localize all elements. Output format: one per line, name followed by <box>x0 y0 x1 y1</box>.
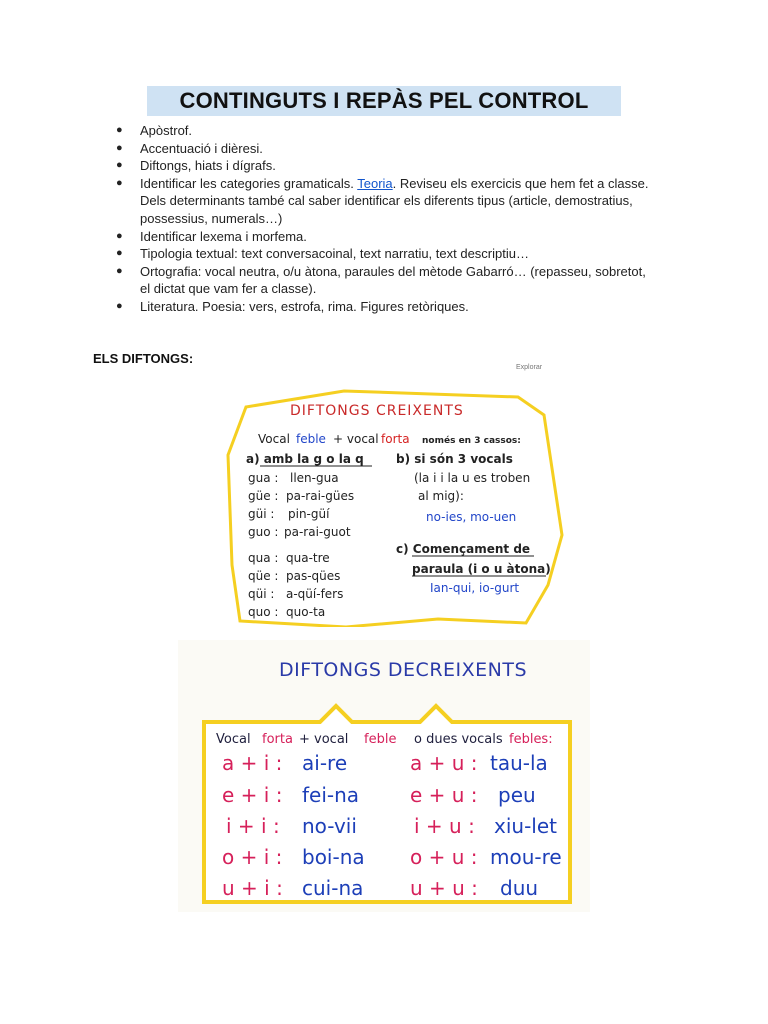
pair-left: e + i : <box>222 783 283 807</box>
diftongs-creixents-image <box>226 385 566 627</box>
bullet-icon: ● <box>116 299 123 312</box>
qua-word: qua-tre <box>286 551 330 565</box>
list-item-text: Accentuació i dièresi. <box>140 140 263 156</box>
list-item-text: . Reviseu els exercicis que hem fet a classe. Dels determinants també cal saber identificar els diferents tipus (article, demostratius, possessius, numerals…) <box>140 175 649 226</box>
que-word: pas-qües <box>286 569 341 583</box>
list-item-text: Ortografia: vocal neutra, o/u àtona, paraules del mètode Gabarró… (repasseu, sobretot, el dictat que vam fer a classe). <box>140 263 646 297</box>
list-item <box>114 157 654 175</box>
qua-key: qua : <box>248 551 279 565</box>
sub-tail: només en 3 cassos: <box>422 436 521 446</box>
list-item <box>114 263 654 298</box>
creixents-title: DIFTONGS CREIXENTS <box>290 403 464 419</box>
case-b-heading: b) si són 3 vocals <box>396 452 513 466</box>
pair-right: i + u : <box>414 814 475 838</box>
word-left: boi-na <box>302 845 365 869</box>
list-item-text: Diftongs, hiats i dígrafs. <box>140 158 276 174</box>
bullet-icon: ● <box>116 124 123 136</box>
explorar-label: Explorar <box>516 364 543 371</box>
pair-right: a + u : <box>410 751 478 775</box>
bullet-icon: ● <box>116 264 123 277</box>
list-item <box>114 122 654 140</box>
case-b-line1: (la i i la u es troben <box>414 471 531 485</box>
word-left: cui-na <box>302 876 364 900</box>
case-c-line2: paraula (i o u àtona) <box>412 562 551 576</box>
page-title: CONTINGUTS I REPÀS PEL CONTROL <box>147 86 621 116</box>
word-left: no-vii <box>302 814 357 838</box>
word-right: duu <box>500 876 539 900</box>
sub-vocal: Vocal <box>258 432 290 446</box>
pair-right: o + u : <box>410 845 478 869</box>
qui-word: a-qüí-fers <box>286 587 344 601</box>
sub-tail: o dues vocals <box>414 732 503 747</box>
bullet-icon: ● <box>116 229 123 242</box>
sub-forta: forta <box>381 432 410 446</box>
sub-plus: + vocal <box>299 732 349 747</box>
word-right: tau-la <box>490 751 548 775</box>
teoria-link[interactable]: Teoria <box>357 175 393 191</box>
list-item-text: Apòstrof. <box>140 123 193 138</box>
bullet-icon: ● <box>116 247 123 260</box>
diftongs-decreixents-image <box>178 640 590 912</box>
sub-febles: febles: <box>509 732 553 747</box>
case-b-line2: al mig): <box>418 489 464 503</box>
gui-key: güi : <box>248 507 275 521</box>
pair-right: e + u : <box>410 783 478 807</box>
word-right: mou-re <box>490 845 562 869</box>
pair-left: a + i : <box>222 751 283 775</box>
list-item <box>114 245 654 263</box>
quo-word: quo-ta <box>286 605 326 619</box>
list-item-text: Identificar lexema i morfema. <box>140 228 307 244</box>
word-right: xiu-let <box>494 814 557 838</box>
pair-left: o + i : <box>222 845 283 869</box>
list-item-text: Identificar les categories gramaticals. <box>140 175 358 191</box>
sub-feble: feble <box>296 432 326 446</box>
case-c-example: Ian-qui, io-gurt <box>430 581 520 595</box>
gua-word: llen-gua <box>290 471 339 485</box>
quo-key: quo : <box>248 605 279 619</box>
guo-word: pa-rai-guot <box>284 525 351 539</box>
sub-feble: feble <box>364 732 397 747</box>
pair-left: u + i : <box>222 876 283 900</box>
list-item <box>114 228 654 246</box>
qui-key: qüi : <box>248 587 275 601</box>
sub-forta: forta <box>262 732 293 747</box>
list-item-text: Tipologia textual: text conversacoinal, text narratiu, text descriptiu… <box>140 246 529 262</box>
case-a-heading: a) amb la g o la q <box>246 452 364 466</box>
pair-right: u + u : <box>410 876 478 900</box>
list-item <box>114 175 654 228</box>
que-key: qüe : <box>248 569 279 583</box>
list-item-text: Literatura. Poesia: vers, estrofa, rima. Figures retòriques. <box>140 298 469 314</box>
case-c-heading: c) Començament de <box>396 542 531 556</box>
section-heading: ELS DIFTONGS: <box>93 351 194 366</box>
bullet-icon: ● <box>116 176 123 189</box>
list-item <box>114 298 654 316</box>
gui-word: pin-güí <box>288 507 330 521</box>
gua-key: gua : <box>248 471 279 485</box>
list-item <box>114 140 654 158</box>
word-left: fei-na <box>302 783 360 807</box>
bullet-icon: ● <box>116 159 123 172</box>
bullet-icon: ● <box>116 141 123 154</box>
gue-key: güe : <box>248 489 279 503</box>
pair-left: i + i : <box>226 814 280 838</box>
sub-plus: + vocal <box>333 432 379 446</box>
decreixents-title: DIFTONGS DECREIXENTS <box>279 659 528 681</box>
word-left: ai-re <box>302 751 348 775</box>
sub-vocal: Vocal <box>216 732 251 747</box>
guo-key: guo : <box>248 525 279 539</box>
topics-list <box>114 122 654 316</box>
case-b-example: no-ies, mo-uen <box>426 510 517 524</box>
gue-word: pa-rai-gües <box>286 489 355 503</box>
word-right: peu <box>498 783 536 807</box>
